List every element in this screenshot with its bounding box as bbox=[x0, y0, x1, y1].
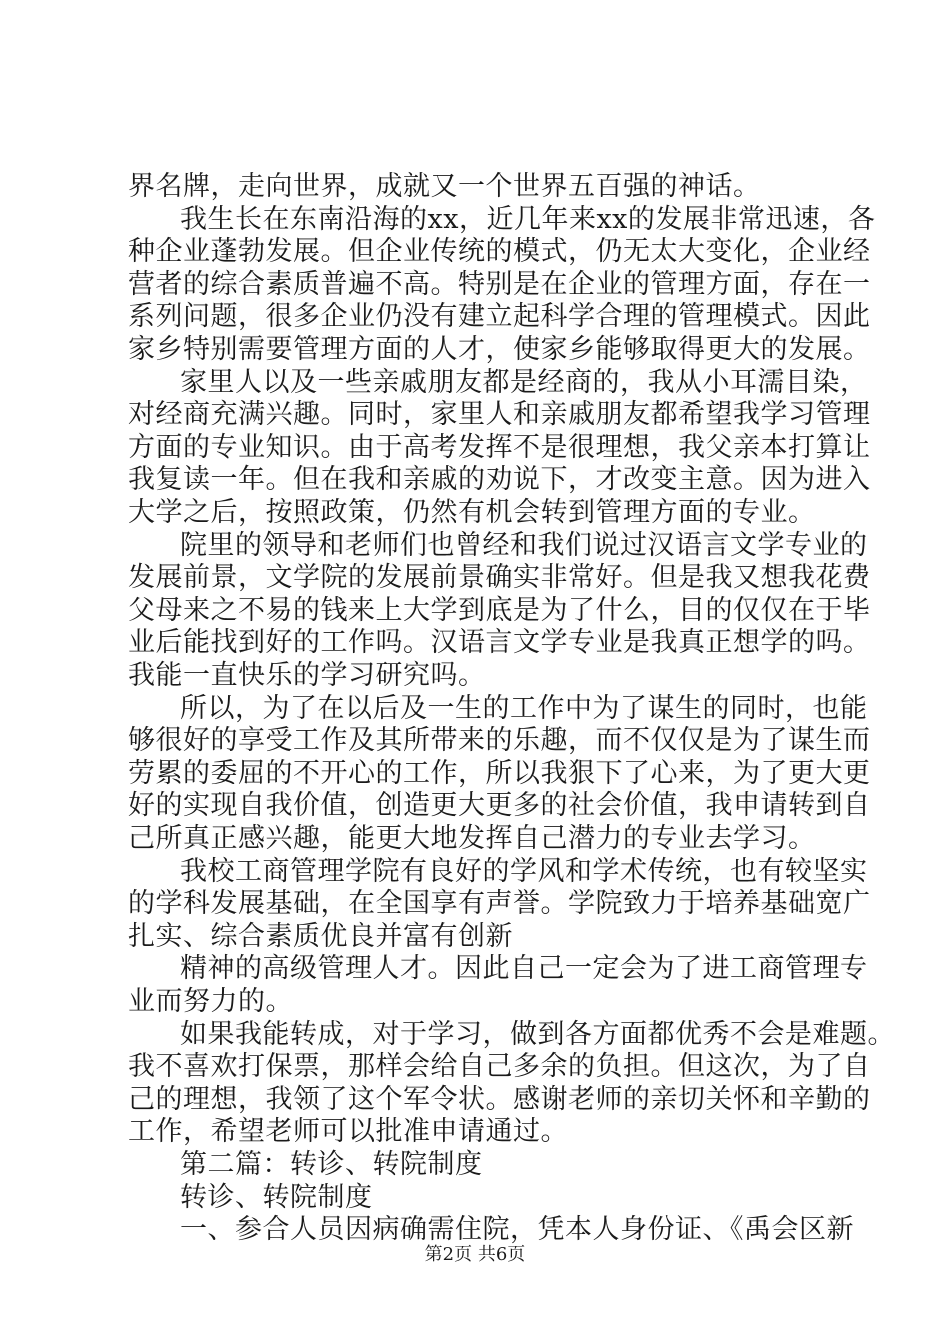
text-line: 我不喜欢打保票，那样会给自己多余的负担。但这次，为了自 bbox=[128, 1051, 871, 1082]
text-line: 系列问题，很多企业仍没有建立起科学合理的管理模式。因此 bbox=[128, 301, 871, 332]
text-line: 够很好的享受工作及其所带来的乐趣，而不仅仅是为了谋生而 bbox=[128, 725, 871, 756]
text-line: 工作，希望老师可以批准申请通过。 bbox=[128, 1116, 568, 1147]
page-footer: 第2页 共6页 bbox=[424, 1244, 526, 1265]
text-line: 界名牌，走向世界，成就又一个世界五百强的神话。 bbox=[128, 171, 761, 202]
text-line: 大学之后，按照政策，仍然有机会转到管理方面的专业。 bbox=[128, 497, 816, 528]
text-line: 种企业蓬勃发展。但企业传统的模式，仍无太大变化，企业经 bbox=[128, 236, 871, 267]
text-line: 己的理想，我领了这个军令状。感谢老师的亲切关怀和辛勤的 bbox=[128, 1084, 871, 1115]
text-line: 家乡特别需要管理方面的人才，使家乡能够取得更大的发展。 bbox=[128, 334, 871, 365]
text-line: 家里人以及一些亲戚朋友都是经商的，我从小耳濡目染， bbox=[180, 367, 868, 398]
text-line: 对经商充满兴趣。同时，家里人和亲戚朋友都希望我学习管理 bbox=[128, 399, 871, 430]
text-line: 我生长在东南沿海的xx，近几年来xx的发展非常迅速，各 bbox=[180, 204, 876, 235]
text-line: 所以，为了在以后及一生的工作中为了谋生的同时，也能 bbox=[180, 693, 868, 724]
text-line: 己所真正感兴趣，能更大地发挥自己潜力的专业去学习。 bbox=[128, 823, 816, 854]
text-line: 我校工商管理学院有良好的学风和学术传统，也有较坚实 bbox=[180, 856, 868, 887]
text-line: 院里的领导和老师们也曾经和我们说过汉语言文学专业的 bbox=[180, 530, 868, 561]
text-line: 第二篇：转诊、转院制度 bbox=[180, 1149, 483, 1180]
text-line: 业后能找到好的工作吗。汉语言文学专业是我真正想学的吗。 bbox=[128, 627, 871, 658]
text-line: 精神的高级管理人才。因此自己一定会为了进工商管理专 bbox=[180, 953, 868, 984]
text-line: 扎实、综合素质优良并富有创新 bbox=[128, 921, 513, 952]
text-line: 转诊、转院制度 bbox=[180, 1182, 373, 1213]
text-line: 好的实现自我价值，创造更大更多的社会价值，我申请转到自 bbox=[128, 790, 871, 821]
text-line: 我复读一年。但在我和亲戚的劝说下，才改变主意。因为进入 bbox=[128, 464, 871, 495]
text-line: 如果我能转成，对于学习，做到各方面都优秀不会是难题。 bbox=[180, 1019, 895, 1050]
text-line: 业而努力的。 bbox=[128, 986, 293, 1017]
text-line: 劳累的委屈的不开心的工作，所以我狠下了心来，为了更大更 bbox=[128, 758, 871, 789]
text-line: 方面的专业知识。由于高考发挥不是很理想，我父亲本打算让 bbox=[128, 432, 871, 463]
text-line: 父母来之不易的钱来上大学到底是为了什么，目的仅仅在于毕 bbox=[128, 595, 871, 626]
text-line: 营者的综合素质普遍不高。特别是在企业的管理方面，存在一 bbox=[128, 269, 871, 300]
text-line: 我能一直快乐的学习研究吗。 bbox=[128, 660, 486, 691]
text-line: 的学科发展基础，在全国享有声誉。学院致力于培养基础宽广 bbox=[128, 888, 871, 919]
text-line: 一、参合人员因病确需住院，凭本人身份证、《禹会区新 bbox=[180, 1214, 854, 1245]
text-line: 发展前景，文学院的发展前景确实非常好。但是我又想我花费 bbox=[128, 562, 871, 593]
